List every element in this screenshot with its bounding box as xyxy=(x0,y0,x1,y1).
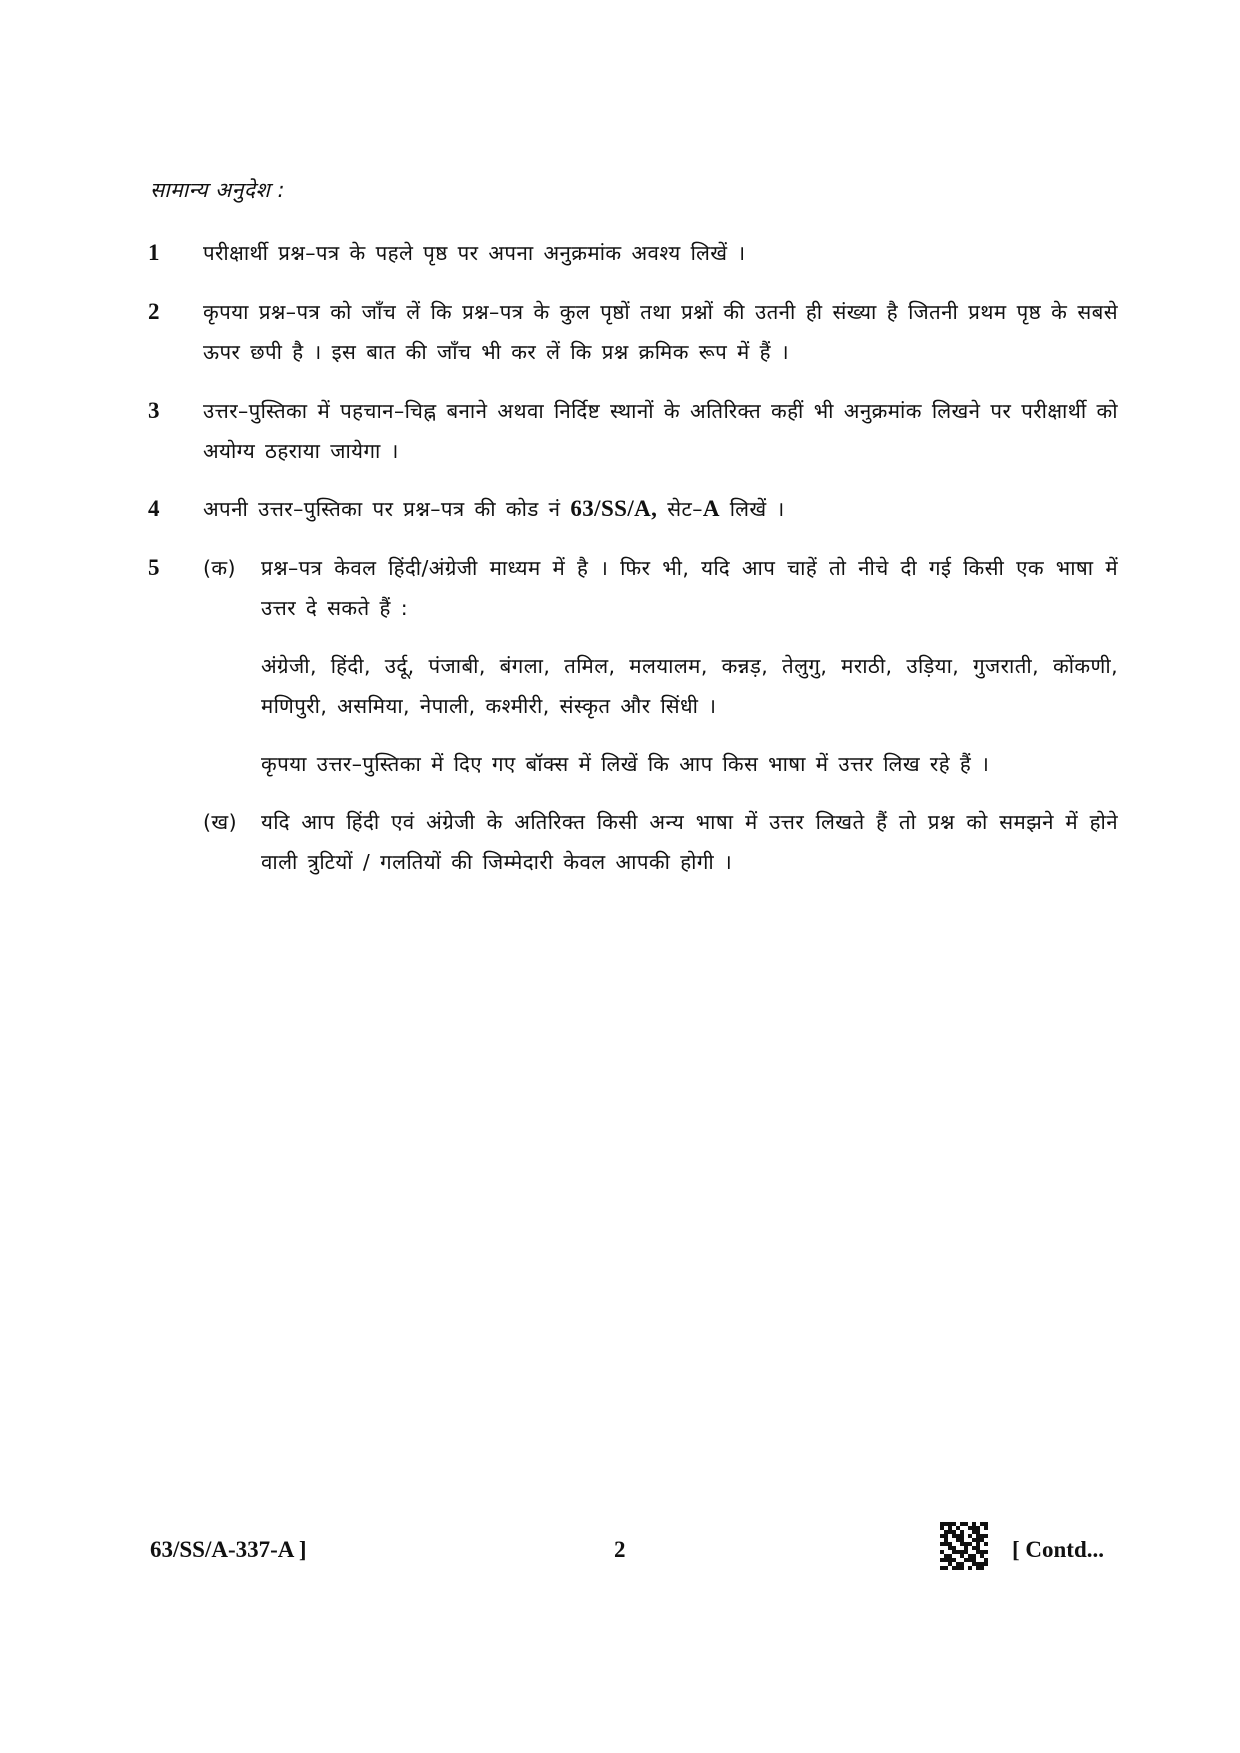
box-note: कृपया उत्तर–पुस्तिका में दिए गए बॉक्स में लिखें कि आप किस भाषा में उत्तर लिख रहे हैं । xyxy=(261,752,990,776)
set-code: A xyxy=(702,496,720,521)
instruction-number: 4 xyxy=(148,496,160,521)
footer-paper-code: 63/SS/A-337-A ] xyxy=(150,1537,307,1562)
instruction-number: 2 xyxy=(148,299,160,324)
instruction-3 xyxy=(148,391,1118,471)
page-number: 2 xyxy=(614,1537,626,1562)
sub-instruction-b xyxy=(203,802,1118,900)
sub-label-b: (ख) xyxy=(203,810,237,834)
continued-label: [ Contd... xyxy=(1012,1537,1105,1562)
sub-instruction-a xyxy=(203,548,1118,802)
instruction-text xyxy=(203,489,1118,529)
general-instructions-heading: सामान्य अनुदेश : xyxy=(150,178,286,202)
instruction-text: परीक्षार्थी प्रश्न–पत्र के पहले पृष्ठ पर अपना अनुक्रमांक अवश्य लिखें । xyxy=(203,241,746,265)
instruction-number: 5 xyxy=(148,555,160,580)
instruction-2 xyxy=(148,292,1118,372)
instruction-text-after: लिखें । xyxy=(719,497,785,521)
paper-code: 63/SS/A, xyxy=(570,496,658,521)
sub-b-text: यदि आप हिंदी एवं अंग्रेजी के अतिरिक्त किसी अन्य भाषा में उत्तर लिखते हैं तो प्रश्न को समझने में होने वाली त्रुटियों / गलतियों की जिम्मेदारी केवल आपकी होगी । xyxy=(261,810,1118,874)
instruction-text xyxy=(203,548,1118,900)
qr-code-icon xyxy=(940,1522,988,1570)
sub-a-text: प्रश्न–पत्र केवल हिंदी/अंग्रेजी माध्यम में है । फिर भी, यदि आप चाहें तो नीचे दी गई किसी एक भाषा में उत्तर दे सकते हैं : xyxy=(261,556,1118,620)
instruction-text: कृपया प्रश्न–पत्र को जाँच लें कि प्रश्न–पत्र के कुल पृष्ठों तथा प्रश्नों की उतनी ही संख्या है जितनी प्रथम पृष्ठ के सबसे ऊपर छपी है । इस बात की जाँच भी कर लें कि प्रश्न क्रमिक रूप में हैं । xyxy=(203,300,1118,364)
set-prefix: सेट– xyxy=(657,497,703,521)
instruction-number: 3 xyxy=(148,398,160,423)
instruction-number: 1 xyxy=(148,240,160,265)
instruction-1 xyxy=(148,233,1118,273)
instruction-5 xyxy=(148,548,1118,900)
instruction-text: उत्तर–पुस्तिका में पहचान–चिह्न बनाने अथवा निर्दिष्ट स्थानों के अतिरिक्त कहीं भी अनुक्रमांक लिखने पर परीक्षार्थी को अयोग्य ठहराया जायेगा । xyxy=(203,399,1118,463)
instruction-text-before: अपनी उत्तर–पुस्तिका पर प्रश्न–पत्र की कोड नं xyxy=(203,497,571,521)
sub-label-a: (क) xyxy=(203,556,236,580)
language-list: अंग्रेजी, हिंदी, उर्दू, पंजाबी, बंगला, तमिल, मलयालम, कन्नड़, तेलुगु, मराठी, उड़िया, गुजराती, कोंकणी, मणिपुरी, असमिया, नेपाली, कश्मीरी, संस्कृत और सिंधी । xyxy=(261,654,1118,718)
instruction-4 xyxy=(148,489,1118,529)
